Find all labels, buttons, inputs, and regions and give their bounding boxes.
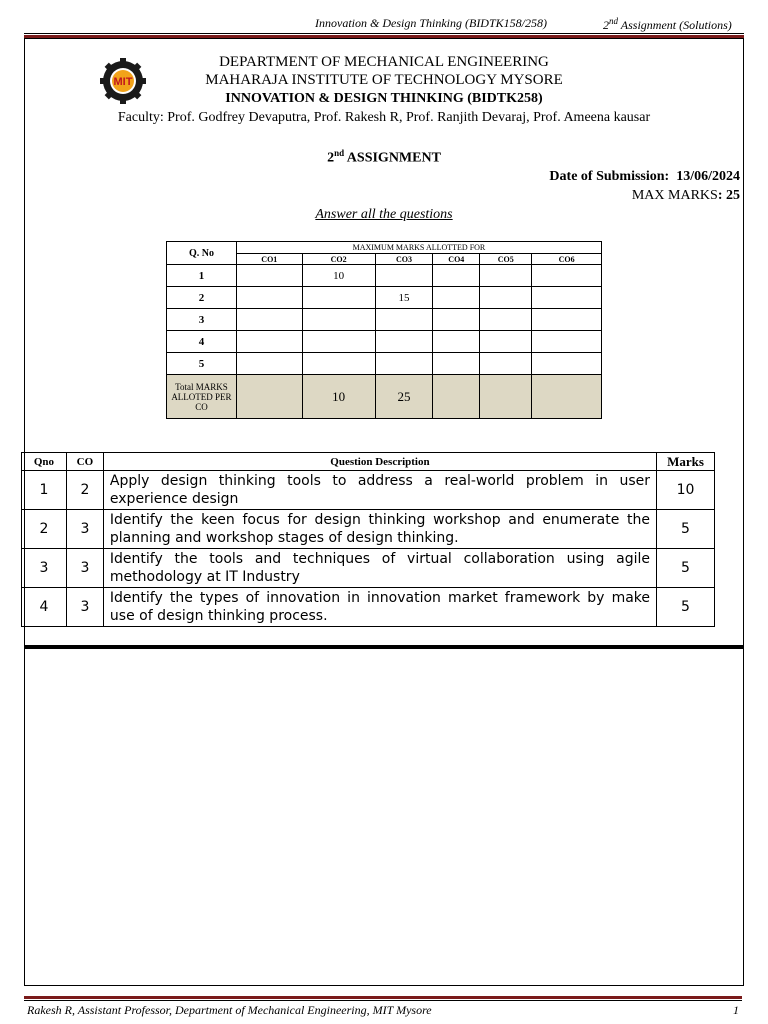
co-cell: [375, 309, 433, 331]
co-cell: [302, 309, 375, 331]
question-marks: 10: [657, 471, 715, 510]
question-description: Apply design thinking tools to address a real-world problem in user experience design: [103, 471, 656, 510]
assignment-num: 2: [327, 150, 335, 166]
co-total-cell: 10: [302, 375, 375, 419]
header-course: Innovation & Design Thinking (BIDTK158/258): [315, 16, 547, 30]
co-cell: 15: [375, 287, 433, 309]
co-row: [167, 287, 602, 309]
footer-rule-thin: [24, 1000, 742, 1001]
assignment-rest: ASSIGNMENT: [344, 150, 441, 166]
co-col-header: CO5: [480, 254, 532, 265]
header-assignment-sup: nd: [609, 16, 618, 26]
co-cell: [236, 331, 302, 353]
co-cell: [236, 265, 302, 287]
co-cell: [480, 309, 532, 331]
co-row: [167, 353, 602, 375]
co-total-cell: 25: [375, 375, 433, 419]
department-name: DEPARTMENT OF MECHANICAL ENGINEERING: [219, 54, 549, 70]
question-description: Identify the tools and techniques of virtual collaboration using agile methodology at IT Industry: [103, 549, 656, 588]
footer-page-number: 1: [733, 1003, 739, 1017]
max-marks-value: : 25: [717, 188, 740, 203]
question-co: 2: [66, 471, 103, 510]
logo-text: MIT: [113, 76, 133, 88]
section-separator: [25, 645, 743, 649]
question-row: [22, 549, 715, 588]
assignment-sup: nd: [334, 148, 345, 158]
question-row: [22, 510, 715, 549]
co-cell: [302, 353, 375, 375]
co-cell: [236, 287, 302, 309]
question-marks: 5: [657, 549, 715, 588]
questions-header-row: [22, 453, 715, 471]
max-marks: [632, 188, 740, 204]
question-qno: 3: [22, 549, 67, 588]
question-qno: 1: [22, 471, 67, 510]
footer-rule-red: [24, 996, 742, 999]
co-cell: [433, 265, 480, 287]
submission-date-value: 13/06/2024: [676, 169, 740, 184]
co-cell: [302, 287, 375, 309]
co-cell: [532, 287, 602, 309]
co-row: [167, 331, 602, 353]
question-row: [22, 588, 715, 627]
co-row-qno: 2: [167, 287, 237, 309]
co-cell: [480, 265, 532, 287]
question-marks: 5: [657, 510, 715, 549]
marks-header: Marks: [657, 453, 715, 471]
co-cell: [375, 331, 433, 353]
co-group-header: MAXIMUM MARKS ALLOTTED FOR: [236, 242, 601, 254]
co-cell: [480, 287, 532, 309]
co-cell: [532, 309, 602, 331]
co-cell: [433, 331, 480, 353]
header-assignment-rest: Assignment (Solutions): [618, 18, 732, 32]
question-row: [22, 471, 715, 510]
co-cell: [236, 353, 302, 375]
co-cell: [433, 287, 480, 309]
max-marks-label: MAX MARKS: [631, 188, 718, 203]
course-title: INNOVATION & DESIGN THINKING (BIDTK258): [225, 91, 543, 106]
co-col-header: CO1: [236, 254, 302, 265]
question-description: Identify the keen focus for design thinking workshop and enumerate the planning and workshop stages of design thinking.: [103, 510, 656, 549]
question-qno: 2: [22, 510, 67, 549]
co-total-row: [167, 375, 602, 419]
co-total-cell: [236, 375, 302, 419]
qno-header: Qno: [22, 453, 67, 471]
faculty-list: Faculty: Prof. Godfrey Devaputra, Prof. Rakesh R, Prof. Ranjith Devaraj, Prof. Ameena kausar: [117, 110, 651, 125]
question-qno: 4: [22, 588, 67, 627]
submission-date-label: Date of Submission:: [549, 169, 670, 184]
co-col-header: CO6: [532, 254, 602, 265]
co-total-cell: [480, 375, 532, 419]
co-row: [167, 265, 602, 287]
co-cell: [302, 331, 375, 353]
co-total-cell: [532, 375, 602, 419]
submission-date: [549, 169, 740, 185]
header-assignment-num: 2: [603, 18, 609, 32]
question-co: 3: [66, 510, 103, 549]
co-cell: [375, 353, 433, 375]
co-cell: [433, 353, 480, 375]
co-group-header-row: [167, 242, 602, 254]
question-description: Identify the types of innovation in innovation market framework by make use of design thinking process.: [103, 588, 656, 627]
assignment-title: [0, 148, 768, 167]
description-header: Question Description: [103, 453, 656, 471]
co-cell: [532, 265, 602, 287]
co-header: CO: [66, 453, 103, 471]
co-col-header: CO4: [433, 254, 480, 265]
co-col-header: CO2: [302, 254, 375, 265]
co-total-cell: [433, 375, 480, 419]
co-col-header: CO3: [375, 254, 433, 265]
co-cell: [375, 265, 433, 287]
co-row-qno: 5: [167, 353, 237, 375]
co-cell: [532, 353, 602, 375]
question-co: 3: [66, 549, 103, 588]
co-cell: [480, 353, 532, 375]
co-cell: 10: [302, 265, 375, 287]
co-marks-table: [166, 241, 602, 419]
co-cell: [236, 309, 302, 331]
co-qno-header: Q. No: [167, 242, 237, 265]
question-co: 3: [66, 588, 103, 627]
co-cell: [532, 331, 602, 353]
instruction: Answer all the questions: [315, 207, 453, 222]
question-marks: 5: [657, 588, 715, 627]
institute-name: MAHARAJA INSTITUTE OF TECHNOLOGY MYSORE: [205, 72, 563, 88]
co-row-qno: 4: [167, 331, 237, 353]
co-total-label: Total MARKS ALLOTED PER CO: [167, 375, 237, 419]
co-row: [167, 309, 602, 331]
co-row-qno: 3: [167, 309, 237, 331]
header-assignment: [603, 16, 732, 33]
co-cell: [433, 309, 480, 331]
header-rule-thin: [24, 33, 744, 34]
questions-table: [21, 452, 715, 627]
co-cell: [480, 331, 532, 353]
footer-author: Rakesh R, Assistant Professor, Department of Mechanical Engineering, MIT Mysore: [27, 1003, 432, 1017]
co-row-qno: 1: [167, 265, 237, 287]
